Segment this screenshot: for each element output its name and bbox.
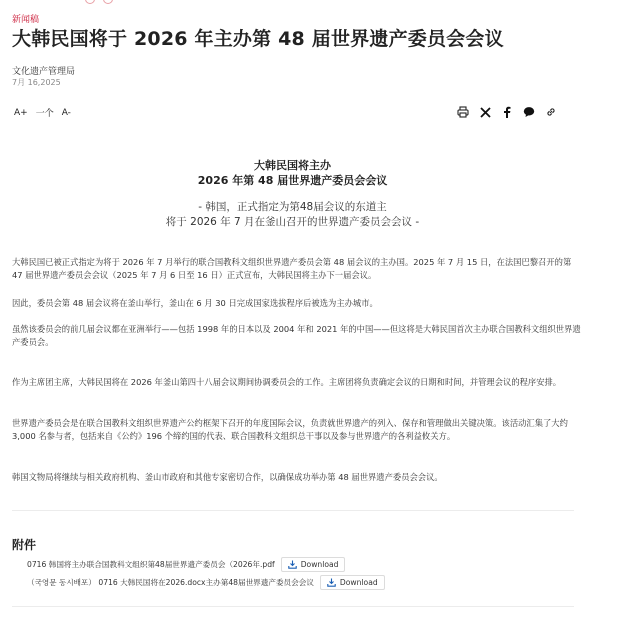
attachment-filename[interactable]: （국영문 동시배포） 0716 大韩民国将在2026.docx主办第48届世界遗产委员会会议	[27, 578, 314, 587]
link-icon[interactable]	[543, 104, 559, 120]
body-paragraph-4: 作为主席团主席，大韩民国将在 2026 年釜山第四十八届会议期间协调委员会的工作。主席团将负责确定会议的日期和时间，并管理会议的程序安排。	[12, 377, 562, 387]
download-button[interactable]	[320, 575, 385, 590]
subheadline-line-2: 将于 2026 年 7 月在釜山召开的世界遗产委员会会议 -	[165, 216, 420, 228]
font-increase-button[interactable]: A+	[14, 107, 28, 118]
body-paragraph-6: 韩国文物局将继续与相关政府机构、釜山市政府和其他专家密切合作，以确保成功举办第 48 届世界遗产委员会会议。	[12, 472, 443, 482]
chat-icon[interactable]	[521, 104, 537, 120]
publisher-name[interactable]: 文化遗产管理局	[12, 67, 76, 77]
category-label: 新闻稿	[12, 15, 40, 25]
facebook-icon[interactable]	[499, 104, 515, 120]
section-divider	[12, 510, 574, 511]
subheadline	[0, 200, 585, 230]
headline	[0, 158, 585, 188]
font-size-tools	[14, 106, 71, 119]
share-toolbar	[455, 104, 559, 120]
body-paragraph-5: 世界遗产委员会是在联合国教科文组织世界遗产公约框架下召开的年度国际会议，负责就世界遗产的列入、保存和管理做出关键决策。该活动汇集了大约 3,000 名参与者，包括来自《公约》196 个缔约国的代表、联合国教科文组织总干事以及参与世界遗产的各利益攸关方。	[12, 418, 568, 441]
download-button[interactable]	[281, 557, 346, 572]
body-paragraph-3: 虽然该委员会的前几届会议都在亚洲举行——包括 1998 年的日本以及 2004 年和 2021 年的中国——但这将是大韩民国首次主办联合国教科文组织世界遗产委员会。	[12, 324, 581, 347]
publish-date: 7月 16,2025	[12, 78, 61, 87]
body-paragraph-2: 因此，委员会第 48 届会议将在釜山举行，釜山在 6 月 30 日完成国家选拔程序后被选为主办城市。	[12, 298, 378, 308]
download-label: Download	[300, 560, 339, 569]
headline-line-1: 大韩民国将主办	[254, 159, 331, 172]
subheadline-line-1: - 韩国，正式指定为第48届会议的东道主	[198, 201, 387, 213]
attachment-filename[interactable]: 0716 韩国将主办联合国教科文组织第48届世界遗产委员会（2026年.pdf	[27, 560, 275, 569]
attachment-row	[27, 557, 345, 572]
download-icon	[288, 560, 297, 569]
footer-divider	[12, 606, 574, 607]
body-paragraph-1: 大韩民国已被正式指定为将于 2026 年 7 月举行的联合国教科文组织世界遗产委员会第 48 届会议的主办国。2025 年 7 月 15 日，在法国巴黎召开的第 47 届世界遗产委员会会议（2025 年 7 月 6 日至 16 日）正式宣布，大韩民国将主办下一届会议。	[12, 257, 572, 280]
font-decrease-button[interactable]: A-	[61, 107, 71, 118]
attachments-title: 附件	[12, 538, 37, 552]
font-reset-button[interactable]: 一个	[35, 109, 54, 119]
x-icon[interactable]	[477, 104, 493, 120]
attachment-row	[27, 575, 385, 590]
top-decoration	[85, 0, 113, 4]
headline-line-2: 2026 年第 48 届世界遗产委员会会议	[197, 174, 388, 187]
page-title: 大韩民国将于 2026 年主办第 48 届世界遗产委员会会议	[12, 28, 504, 50]
decor-dot	[103, 0, 113, 4]
download-label: Download	[339, 578, 378, 587]
print-icon[interactable]	[455, 104, 471, 120]
download-icon	[327, 578, 336, 587]
decor-dot	[85, 0, 95, 4]
